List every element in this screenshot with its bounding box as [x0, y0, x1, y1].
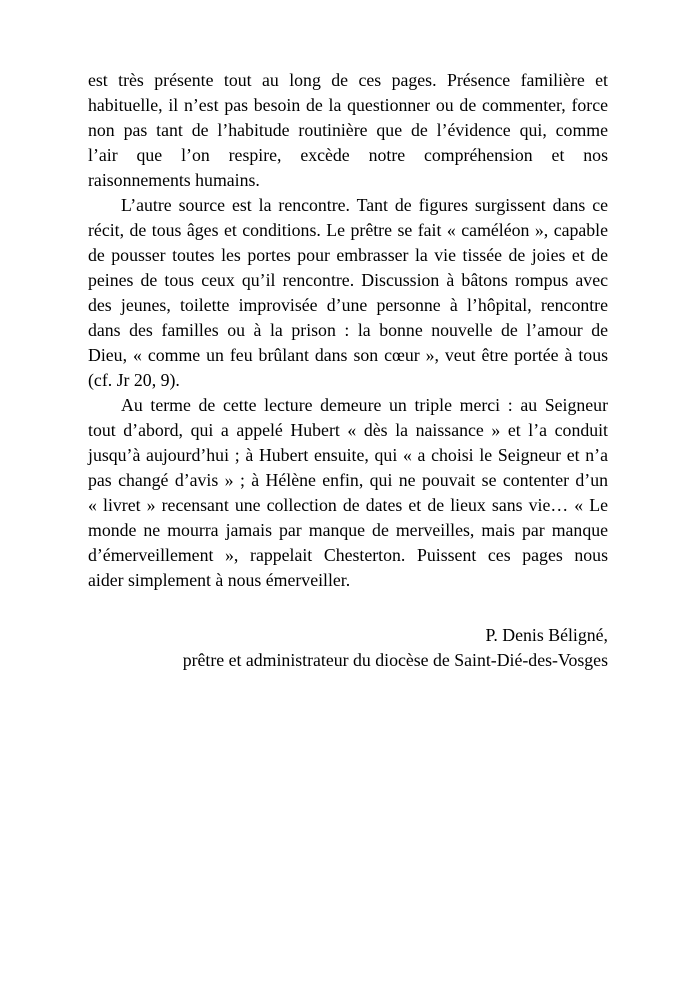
text-line: dans des familles ou à la prison : la bonne nouvelle de l’amour de: [88, 320, 608, 340]
text-line: L’autre source est la rencontre. Tant de figures surgissent dans ce: [121, 195, 608, 215]
body-paragraphs: [88, 68, 608, 593]
text-line: habituelle, il n’est pas besoin de la questionner ou de commenter, force: [88, 95, 608, 115]
text-line: d’émerveillement », rappelait Chesterton. Puissent ces pages nous: [88, 545, 608, 565]
text-line: aider simplement à nous émerveiller.: [88, 570, 351, 590]
signature-block: [88, 623, 608, 673]
text-line: Dieu, « comme un feu brûlant dans son cœur », veut être portée à tous: [88, 345, 608, 365]
text-line: des jeunes, toilette improvisée d’une personne à l’hôpital, rencontre: [88, 295, 608, 315]
text-line: « livret » recensant une collection de dates et de lieux sans vie… « Le: [88, 495, 608, 515]
paragraph: [88, 68, 608, 193]
text-line: peines de tous ceux qu’il rencontre. Discussion à bâtons rompus avec: [88, 270, 608, 290]
signature-name: P. Denis Béligné,: [485, 625, 608, 645]
text-line: l’air que l’on respire, excède notre compréhension et nos: [88, 145, 608, 165]
text-line: non pas tant de l’habitude routinière que de l’évidence qui, comme: [88, 120, 608, 140]
text-line: raisonnements humains.: [88, 170, 260, 190]
text-line: (cf. Jr 20, 9).: [88, 370, 180, 390]
paragraph: [88, 393, 608, 593]
text-line: jusqu’à aujourd’hui ; à Hubert ensuite, qui « a choisi le Seigneur et n’a: [88, 445, 608, 465]
text-block: [88, 68, 608, 673]
paragraph: [88, 193, 608, 393]
text-line: Au terme de cette lecture demeure un triple merci : au Seigneur: [121, 395, 608, 415]
signature-title: prêtre et administrateur du diocèse de Saint-Dié-des-Vosges: [182, 650, 608, 670]
text-line: pas changé d’avis » ; à Hélène enfin, qui ne pouvait se contenter d’un: [88, 470, 608, 490]
text-line: monde ne mourra jamais par manque de merveilles, mais par manque: [88, 520, 608, 540]
text-line: de pousser toutes les portes pour embrasser la vie tissée de joies et de: [88, 245, 608, 265]
text-line: tout d’abord, qui a appelé Hubert « dès la naissance » et l’a conduit: [88, 420, 608, 440]
text-line: récit, de tous âges et conditions. Le prêtre se fait « caméléon », capable: [88, 220, 608, 240]
text-line: est très présente tout au long de ces pages. Présence familière et: [88, 70, 608, 90]
